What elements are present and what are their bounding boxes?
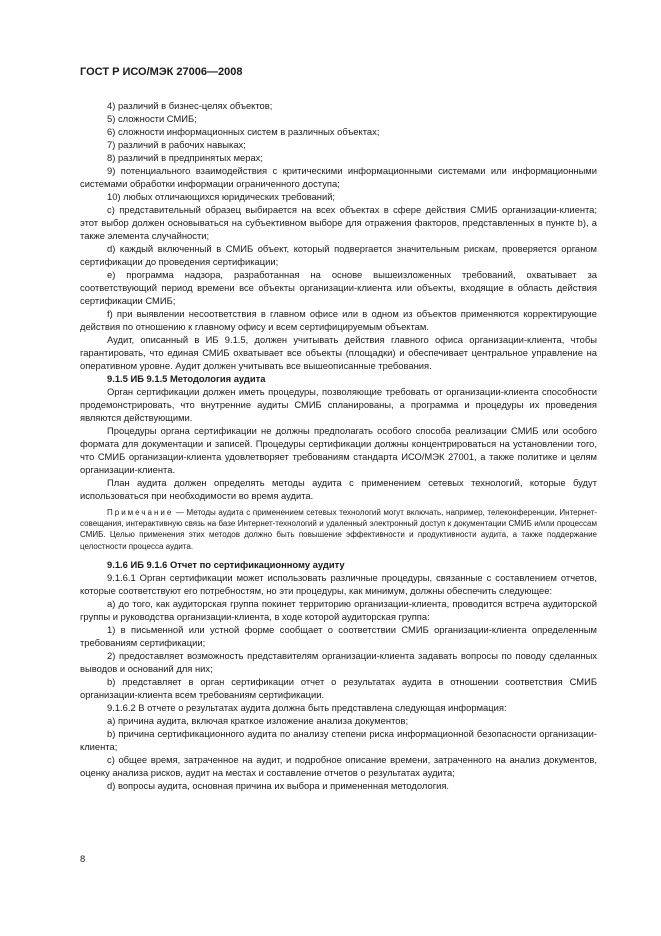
list-item: e) программа надзора, разработанная на основе вышеизложенных требований, охватывает за соответствующий период времени все объекты организации-клиента или объекты, входящие в область действия сертификации СМИБ;: [80, 269, 597, 306]
paragraph: Орган сертификации должен иметь процедуры, позволяющие требовать от организации-клиента способности продемонстрировать, что внутренние аудиты СМИБ спланированы, а программа и процедуры их проведения являются действующими.: [80, 386, 597, 423]
list-item: 6) сложности информационных систем в различных объектах;: [107, 126, 380, 137]
list-item: 5) сложности СМИБ;: [107, 113, 197, 124]
list-item: 1) в письменной или устной форме сообщает о соответствии СМИБ организации-клиента определенным требованиям сертификации;: [80, 623, 597, 648]
list-item: 4) различий в бизнес-целях объектов;: [107, 100, 273, 111]
list-item: d) каждый включенный в СМИБ объект, который подвергается значительным рискам, проверяется органом сертификации до проведения сертификации;: [80, 243, 597, 267]
section-heading: 9.1.6 ИБ 9.1.6 Отчет по сертификационному аудиту: [107, 558, 345, 570]
paragraph: 9.1.6.1 Орган сертификации может использовать различные процедуры, связанные с составлением отчетов, которые соответствуют его потребностям, но эти процедуры, как минимум, должны обеспечить следующее:: [80, 571, 597, 596]
note-label: Примечание: [107, 508, 174, 517]
list-item: b) представляет в орган сертификации отчет о результатах аудита в отношении соответствия СМИБ организации-клиента всем требованиям сертификации.: [80, 675, 597, 700]
list-item: c) общее время, затраченное на аудит, и подробное описание времени, затраченного на анализ документов, оценку анализа рисков, аудит на местах и составление отчетов о результатах аудита;: [80, 753, 597, 778]
list-item: 10) любых отличающихся юридических требований;: [107, 191, 336, 202]
list-item: d) вопросы аудита, основная причина их выбора и примененная методология.: [107, 779, 450, 791]
note-text: — Методы аудита с применением сетевых технологий могут включать, например, телеконференции, Интернет-совещания, интерактивную связь на базе Интернет-технологий и удаленный электронный доступ к документации СМИБ и/или процессам СМИБ. Целью применения этих методов должно быть повышение эффективности и продуктивности аудита, а также поддержание целостности процесса аудита.: [80, 508, 597, 551]
page-number: 8: [80, 853, 86, 864]
paragraph: План аудита должен определять методы аудита с применением сетевых технологий, которые будут использоваться при необходимости во время аудита.: [80, 477, 597, 501]
list-item: b) причина сертификационного аудита по анализу степени риска информационной безопасности организации-клиента;: [80, 727, 597, 752]
list-item: a) причина аудита, включая краткое изложение анализа документов;: [107, 714, 409, 726]
list-item: a) до того, как аудиторская группа покинет территорию организации-клиента, проводится встреча аудиторской группы и руководства организации-клиента, в ходе которой аудиторская группа:: [80, 597, 597, 622]
document-header: ГОСТ Р ИСО/МЭК 27006—2008: [80, 66, 243, 78]
paragraph: 9.1.6.2 В отчете о результатах аудита должна быть представлена следующая информация:: [107, 701, 507, 713]
list-item: 9) потенциального взаимодействия с критическими информационными системами или информационными системами обработки информации ограниченного доступа;: [80, 165, 597, 189]
paragraph: Аудит, описанный в ИБ 9.1.5, должен учитывать действия главного офиса организации-клиента, чтобы гарантировать, что единая СМИБ охватывает все объекты (площадки) и обеспечивает центральное управление на оперативном уровне. Аудит должен учитывать все вышеописанные требования.: [80, 334, 597, 371]
paragraph: Процедуры органа сертификации не должны предполагать особого способа реализации СМИБ или особого формата для документации и записей. Процедуры сертификации должны концентрироваться на установлении того, что СМИБ организации-клиента удовлетворяет требованиям стандарта ИСО/МЭК 27001, а также политике и целям организации-клиента.: [80, 425, 597, 475]
list-item: c) представительный образец выбирается на всех объектах в сфере действия СМИБ организации-клиента; этот выбор должен основываться на субъективном выборе для отражения факторов, представленных в пункте b), а также элемента случайности;: [80, 204, 597, 241]
note-paragraph: [80, 507, 597, 552]
list-item: 7) различий в рабочих навыках;: [107, 139, 246, 150]
list-item: 8) различий в предпринятых мерах;: [107, 152, 263, 163]
list-item: f) при выявлении несоответствия в главном офисе или в одном из объектов применяются корректирующие действия по отношению к главному офису и всем сертифицируемым объектам.: [80, 308, 597, 332]
document-body: [80, 99, 597, 792]
section-heading: 9.1.5 ИБ 9.1.5 Методология аудита: [107, 373, 266, 384]
list-item: 2) предоставляет возможность представителям организации-клиента задавать вопросы по поводу сделанных выводов и оснований для них;: [80, 649, 597, 674]
